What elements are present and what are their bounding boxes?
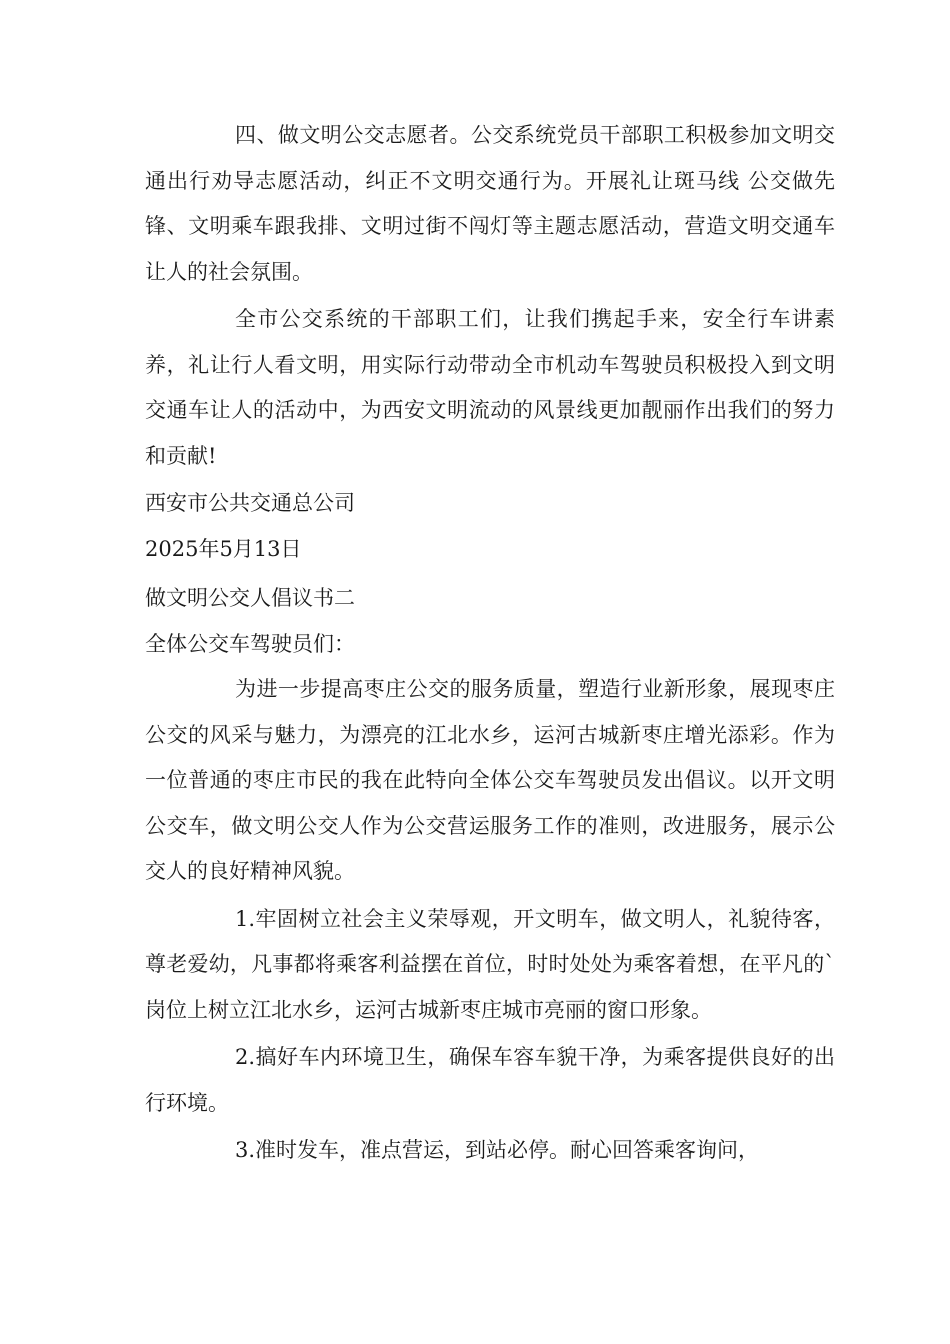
paragraph-appeal: 全市公交系统的干部职工们，让我们携起手来，安全行车讲素养，礼让行人看文明，用实际行动带动全市机动车驾驶员积极投入到文明交通车让人的活动中，为西安文明流动的风景线更加靓丽作出我们的努力和贡献!	[145, 307, 835, 468]
signature-date: 2025年5月13日	[145, 536, 302, 561]
signature-organization: 西安市公共交通总公司	[145, 491, 355, 515]
list-item-2: 2.搞好车内环境卫生，确保车容车貌干净，为乘客提供良好的出行环境。	[145, 1045, 835, 1115]
section-title: 做文明公交人倡议书二	[145, 586, 355, 610]
list-item-3: 3.准时发车，准点营运，到站必停。耐心回答乘客询问，	[235, 1138, 760, 1162]
list-item-1: 1.牢固树立社会主义荣辱观，开文明车，做文明人，礼貌待客，尊老爱幼，凡事都将乘客利益摆在首位，时时处处为乘客着想，在平凡的`岗位上树立江北水乡，运河古城新枣庄城市亮丽的窗口形象。	[145, 906, 835, 1022]
paragraph-volunteer: 四、做文明公交志愿者。公交系统党员干部职工积极参加文明交通出行劝导志愿活动，纠正不文明交通行为。开展礼让斑马线 公交做先锋、文明乘车跟我排、文明过街不闯灯等主题志愿活动，营造文明交通车让人的社会氛围。	[145, 123, 835, 284]
paragraph-intro: 为进一步提高枣庄公交的服务质量，塑造行业新形象，展现枣庄公交的风采与魅力，为漂亮的江北水乡，运河古城新枣庄增光添彩。作为一位普通的枣庄市民的我在此特向全体公交车驾驶员发出倡议。以开文明公交车，做文明公交人作为公交营运服务工作的准则，改进服务，展示公交人的良好精神风貌。	[145, 677, 835, 883]
salutation: 全体公交车驾驶员们：	[145, 631, 355, 656]
document-body	[145, 113, 835, 1174]
